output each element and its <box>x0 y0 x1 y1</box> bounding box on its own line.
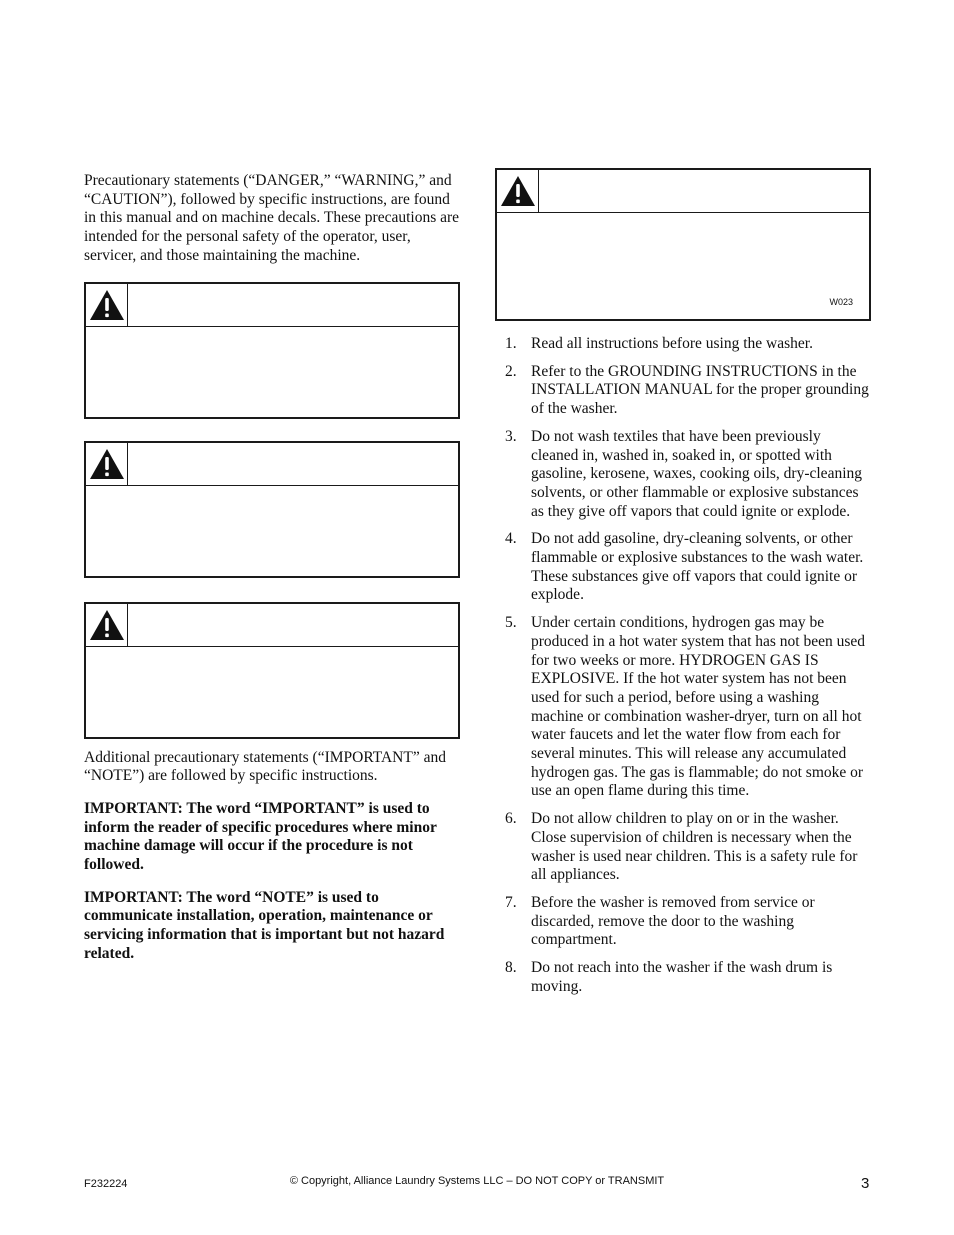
warning-triangle-icon <box>86 604 128 646</box>
additional-paragraph: Additional precautionary statements (“IMPORTANT” and “NOTE”) are followed by specific instructions. <box>84 748 446 785</box>
list-item-text: Do not add gasoline, dry-cleaning solvents, or other flammable or explosive substances to the wash water. These substances give off vapors that could ignite or explode. <box>531 530 864 604</box>
warning-box-header <box>86 443 458 486</box>
list-item-number: 8. <box>505 959 517 977</box>
warning-box-body <box>86 486 458 576</box>
intro-paragraph: Precautionary statements (“DANGER,” “WARNING,” and “CAUTION”), followed by specific instructions, are found in this manual and on machine decals. These precautions are intended for the personal safety of the operator, user, servicer, and those maintaining the machine. <box>84 172 460 264</box>
document-code: F232224 <box>84 1178 128 1190</box>
list-item <box>495 959 871 996</box>
caution-box-header <box>86 604 458 647</box>
warning-box <box>84 441 460 578</box>
list-item-text: Under certain conditions, hydrogen gas may be produced in a hot water system that has not been used for two weeks or more. HYDROGEN GAS IS EXPLOSIVE. If the hot water system has not been used for such a period, before using a washing machine or combination washer-dryer, turn on all hot water faucets and let the water flow from each for several minutes. This will release any accumulated hydrogen gas. The gas is flammable; do not smoke or use an open flame during this time. <box>531 614 866 800</box>
list-item-text: Do not reach into the washer if the wash drum is moving. <box>531 959 833 995</box>
list-item-number: 5. <box>505 614 517 632</box>
important-paragraph: IMPORTANT: The word “IMPORTANT” is used to inform the reader of specific procedures where minor machine damage will occur if the procedure is not followed. <box>84 799 437 874</box>
left-column <box>84 172 460 964</box>
danger-box <box>84 282 460 419</box>
right-column <box>495 168 871 1006</box>
list-item-number: 1. <box>505 335 517 352</box>
safety-warning-header <box>497 170 869 213</box>
warning-triangle-icon <box>86 443 128 485</box>
caution-box-body <box>86 647 458 737</box>
list-item-text: Refer to the GROUNDING INSTRUCTIONS in the INSTALLATION MANUAL for the proper grounding of the washer. <box>531 362 869 418</box>
list-item-text: Do not allow children to play on or in the washer. Close supervision of children is necessary when the washer is used near children. This is a safety rule for all appliances. <box>531 810 858 884</box>
list-item-number: 7. <box>505 893 517 911</box>
danger-box-header <box>86 284 458 327</box>
list-item <box>495 894 871 950</box>
list-item <box>495 810 871 885</box>
list-item-text: Read all instructions before using the washer. <box>531 335 813 352</box>
list-item-number: 2. <box>505 362 517 380</box>
list-item <box>495 363 871 419</box>
list-item <box>495 428 871 522</box>
safety-warning-box <box>495 168 871 321</box>
list-item <box>495 614 871 801</box>
list-item-text: Do not wash textiles that have been previously cleaned in, washed in, soaked in, or spotted with gasoline, kerosene, waxes, cooking oils, dry-cleaning solvents, or other flammable or explosive substances as they give off vapors that could ignite or explode. <box>531 427 863 520</box>
warning-code: W023 <box>829 297 853 307</box>
warning-triangle-icon <box>497 170 539 212</box>
danger-box-body <box>86 327 458 417</box>
caution-box <box>84 602 460 739</box>
warning-triangle-icon <box>86 284 128 326</box>
list-item <box>495 530 871 605</box>
list-item-number: 4. <box>505 530 517 548</box>
list-item-number: 6. <box>505 810 517 828</box>
note-paragraph: IMPORTANT: The word “NOTE” is used to communicate installation, operation, maintenance or servicing information that is important but not hazard related. <box>84 888 445 962</box>
list-item-text: Before the washer is removed from service or discarded, remove the door to the washing compartment. <box>531 893 815 949</box>
safety-instructions-list <box>495 335 871 997</box>
copyright-notice: © Copyright, Alliance Laundry Systems LLC – DO NOT COPY or TRANSMIT <box>289 1175 665 1187</box>
page-number: 3 <box>861 1175 870 1192</box>
safety-warning-body <box>497 213 869 319</box>
list-item <box>495 335 871 354</box>
list-item-number: 3. <box>505 427 517 445</box>
